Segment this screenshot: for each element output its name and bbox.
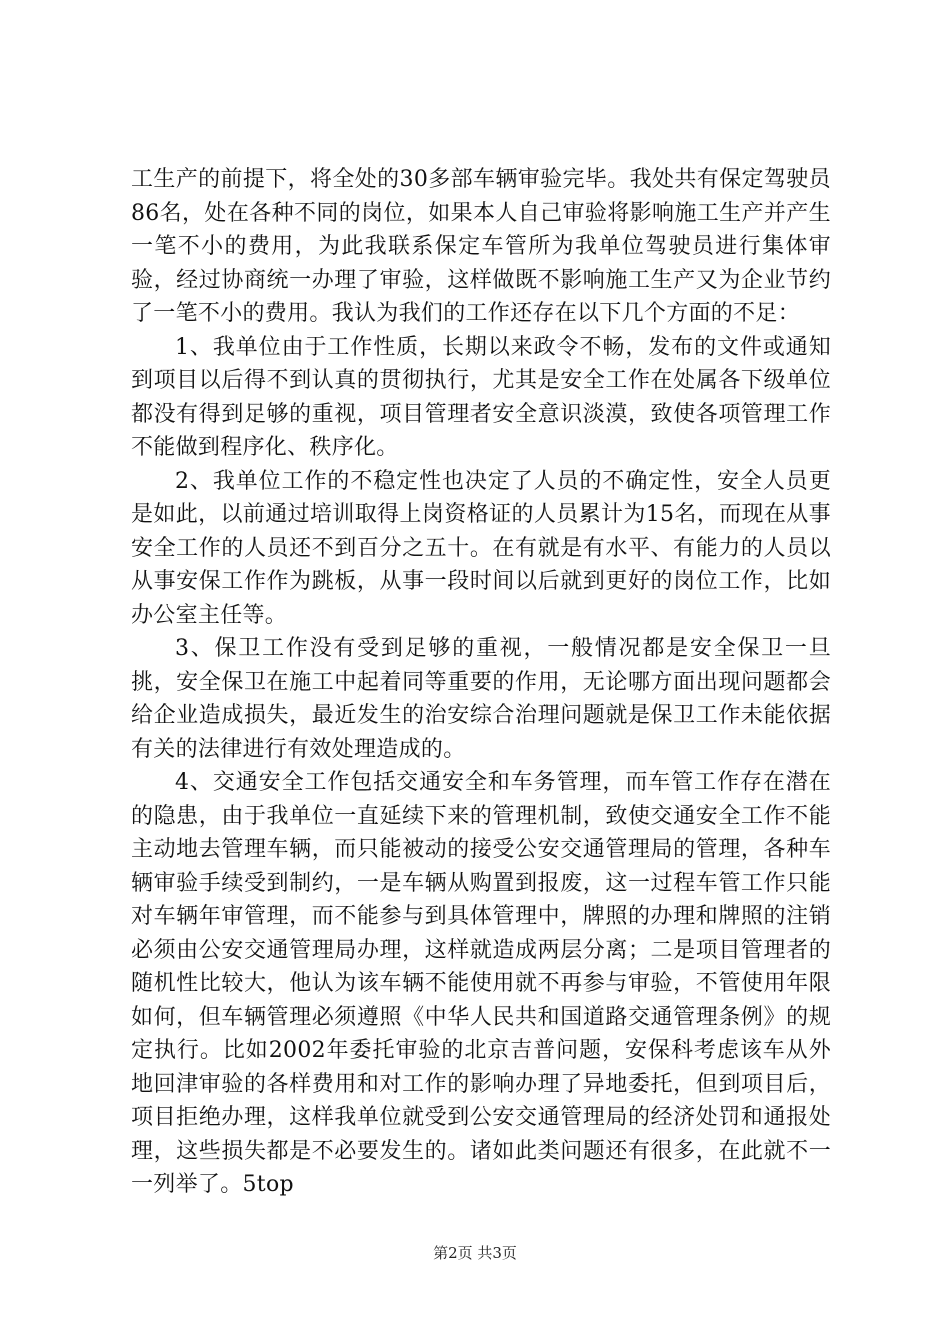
- paragraph-item-1: 1、我单位由于工作性质，长期以来政令不畅，发布的文件或通知到项目以后得不到认真的贯彻执行，尤其是安全工作在处属各下级单位都没有得到足够的重视，项目管理者安全意识淡漠，致使各项管理工作不能做到程序化、秩序化。: [131, 334, 831, 460]
- paragraph-item-4: 4、交通安全工作包括交通安全和车务管理，而车管工作存在潜在的隐患，由于我单位一直延续下来的管理机制，致使交通安全工作不能主动地去管理车辆，而只能被动的接受公安交通管理局的管理，各种车辆审验手续受到制约，一是车辆从购置到报废，这一过程车管工作只能对车辆年审管理，而不能参与到具体管理中，牌照的办理和牌照的注销必须由公安交通管理局办理，这样就造成两层分离；二是项目管理者的随机性比较大，他认为该车辆不能使用就不再参与审验，不管使用年限如何，但车辆管理必须遵照《中华人民共和国道路交通管理条例》的规定执行。比如2002年委托审验的北京吉普问题，安保科考虑该车从外地回津审验的各样费用和对工作的影响办理了异地委托，但到项目后，项目拒绝办理，这样我单位就受到公安交通管理局的经济处罚和通报处理，这些损失都是不必要发生的。诸如此类问题还有很多，在此就不一一列举了。5top: [131, 770, 831, 1197]
- document-body: [131, 163, 831, 1202]
- paragraph-item-3: 3、保卫工作没有受到足够的重视，一般情况都是安全保卫一旦挑，安全保卫在施工中起着同等重要的作用，无论哪方面出现问题都会给企业造成损失，最近发生的治安综合治理问题就是保卫工作未能依据有关的法律进行有效处理造成的。: [131, 636, 831, 762]
- paragraph-item-2: 2、我单位工作的不稳定性也决定了人员的不确定性，安全人员更是如此，以前通过培训取得上岗资格证的人员累计为15名，而现在从事安全工作的人员还不到百分之五十。在有就是有水平、有能力的人员以从事安保工作作为跳板，从事一段时间以后就到更好的岗位工作，比如办公室主任等。: [131, 468, 831, 628]
- paragraph-intro: 工生产的前提下，将全处的30多部车辆审验完毕。我处共有保定驾驶员86名，处在各种不同的岗位，如果本人自己审验将影响施工生产并产生一笔不小的费用，为此我联系保定车管所为我单位驾驶员进行集体审验，经过协商统一办理了审验，这样做既不影响施工生产又为企业节约了一笔不小的费用。我认为我们的工作还存在以下几个方面的不足：: [131, 167, 831, 326]
- page-number-footer: 第2页 共3页: [433, 1244, 517, 1262]
